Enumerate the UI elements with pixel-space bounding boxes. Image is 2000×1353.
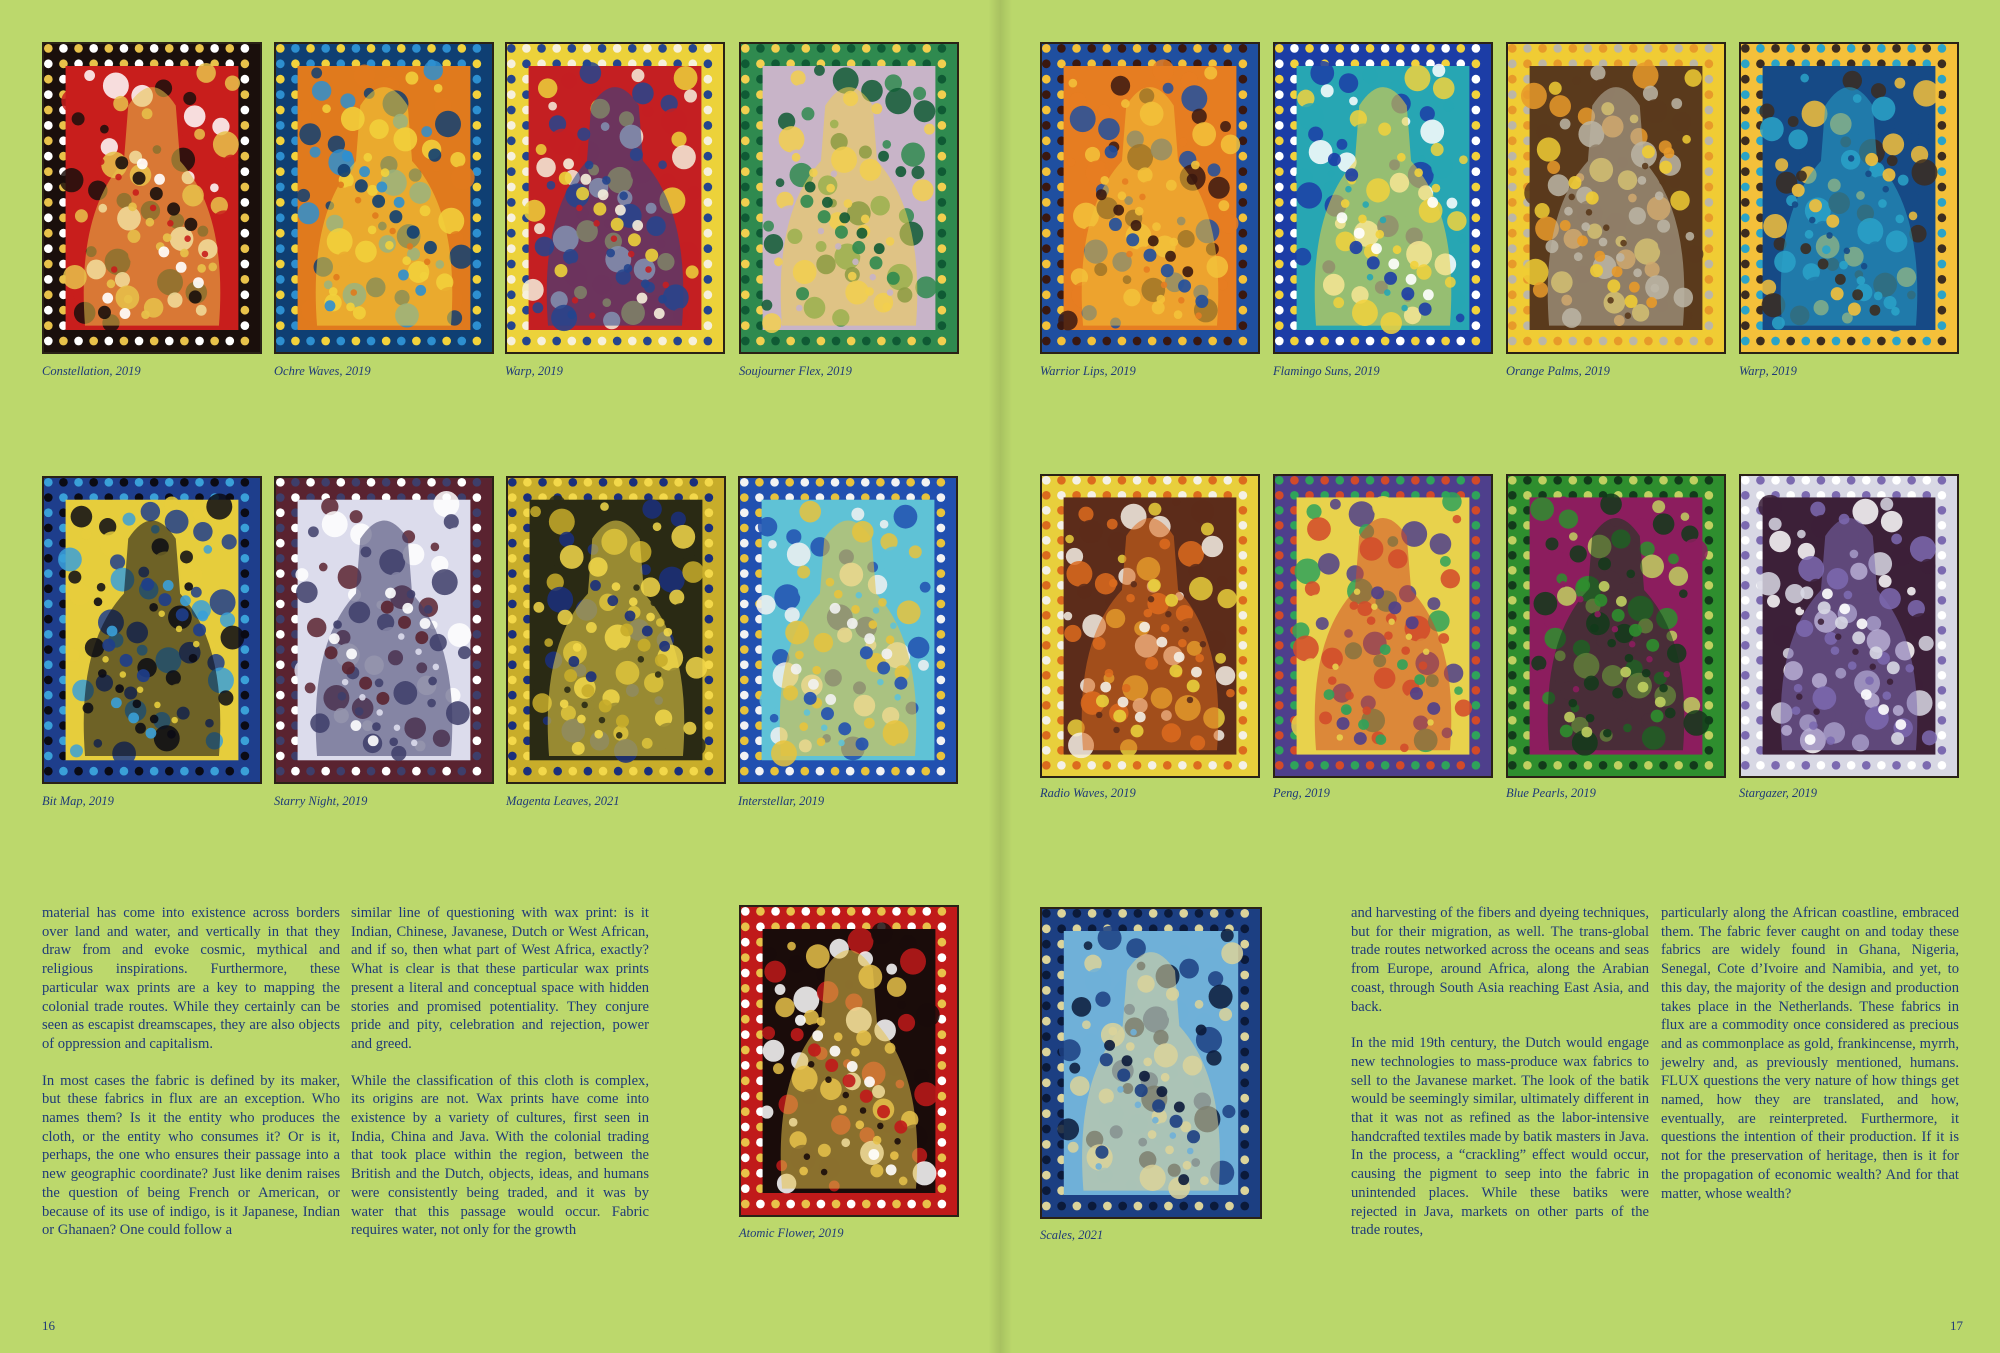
paragraph: similar line of questioning with wax print: is it Indian, Chinese, Javanese, Dutch or West African, and if so, then what part of West Africa, exactly? What is clear is that these particular wax prints present a literal and conceptual space with hidden stories and promised potentiality. They conjure pride and pity, celebration and rejection, power and greed. [351,905,649,1052]
artwork-bit-map [42,476,262,784]
artwork-magenta-leaves [506,476,726,784]
text-column-2 [351,904,649,1258]
caption-bit-map: Bit Map, 2019 [42,794,114,808]
artwork-radio-waves [1040,474,1260,778]
artwork-peng [1273,474,1493,778]
caption-radio-waves: Radio Waves, 2019 [1040,786,1136,800]
artwork-orange-palms [1506,42,1726,354]
caption-constellation: Constellation, 2019 [42,364,141,378]
caption-interstellar: Interstellar, 2019 [738,794,825,808]
caption-peng: Peng, 2019 [1273,786,1330,800]
caption-warp-2: Warp, 2019 [1739,364,1797,378]
caption-starry-night: Starry Night, 2019 [274,794,368,808]
artwork-warrior-lips [1040,42,1260,354]
artwork-flamingo-suns [1273,42,1493,354]
text-column-4 [1661,904,1959,1221]
caption-orange-palms: Orange Palms, 2019 [1506,364,1610,378]
caption-flamingo-suns: Flamingo Suns, 2019 [1273,364,1380,378]
caption-blue-pearls: Blue Pearls, 2019 [1506,786,1596,800]
artwork-warp [505,42,725,354]
text-column-1 [42,904,340,1258]
artwork-scales [1040,907,1262,1219]
paragraph: While the classification of this cloth is complex, its origins are not. Wax prints have come into existence by a variety of cultures, first seen in India, China and Java. With the colonial trading that took place within the region, between the British and the Dutch, objects, ideas, and humans were consistently being traded, and it was by water that this passage would occur. Fabric requires water, not only for the growth [351,1072,649,1239]
artwork-constellation [42,42,262,354]
page-number-left: 16 [42,1318,55,1333]
caption-soujourner-flex: Soujourner Flex, 2019 [739,364,852,378]
caption-scales: Scales, 2021 [1040,1228,1104,1242]
caption-magenta-leaves: Magenta Leaves, 2021 [506,794,620,808]
paragraph: material has come into existence across borders over land and water, and vertically in that they draw from and evoke cosmic, mythical and religious inspirations. Furthermore, these particular wax prints are a key to mapping the colonial trade routes. While they certainly can be seen as escapist dreamscapes, they are also objects of oppression and capitalism. [42,905,340,1052]
artwork-interstellar [738,476,958,784]
caption-warrior-lips: Warrior Lips, 2019 [1040,364,1136,378]
caption-warp: Warp, 2019 [505,364,563,378]
artwork-atomic-flower [739,905,959,1217]
artwork-ochre-waves [274,42,494,354]
artwork-starry-night [274,476,494,784]
artwork-stargazer [1739,474,1959,778]
artwork-soujourner-flex [739,42,959,354]
text-column-3 [1351,904,1649,1258]
paragraph: and harvesting of the fibers and dyeing techniques, but for their migration, as well. The trans-global trade routes networked across the oceans and seas from Europe, around Africa, along the Arabian coast, through South Asia reaching East Asia, and back. [1351,905,1649,1015]
caption-ochre-waves: Ochre Waves, 2019 [274,364,371,378]
caption-stargazer: Stargazer, 2019 [1739,786,1818,800]
artwork-warp-2 [1739,42,1959,354]
book-gutter [988,0,1012,1353]
paragraph: In the mid 19th century, the Dutch would engage new technologies to mass-produce wax fabrics to sell to the Javanese market. The look of the batik would be seemingly similar, ultimately different in that it was not as refined as the labor-intensive handcrafted textiles made by batik masters in Java. In the process, a “crackling” effect would occur, causing the pigment to seep into the fabric in unintended places. While these batiks were rejected in Java, markets on other parts of the trade routes, [1351,1035,1649,1239]
paragraph: particularly along the African coastline, embraced them. The fabric fever caught on and today these fabrics are widely found in Ghana, Nigeria, Senegal, Cote d’Ivoire and Namibia, and yet, to this day, the majority of the design and production takes place in the Netherlands. These fabrics in flux are a commodity once considered as precious and as commonplace as gold, frankincense, myrrh, jewelry and, as previously mentioned, humans. FLUX questions the very nature of how things get named, how they are translated, and how, eventually, are reinterpreted. Furthermore, it questions the intention of their production. If it is not for the preservation of heritage, then is it for the propagation of economic wealth? And for that matter, whose wealth? [1661,905,1959,1202]
paragraph: In most cases the fabric is defined by its maker, but these fabrics in flux are an exception. Who names them? Is it the entity who produces the cloth, or the entity who consumes it? Or is it, perhaps, the one who ensures their passage into a new geographic coordinate? Just like denim raises the question of being French or American, or because of its use of indigo, is it Japanese, Indian or Ghanaen? One could follow a [42,1072,340,1239]
artwork-blue-pearls [1506,474,1726,778]
caption-atomic-flower: Atomic Flower, 2019 [739,1226,844,1240]
page-number-right: 17 [1950,1318,1963,1333]
